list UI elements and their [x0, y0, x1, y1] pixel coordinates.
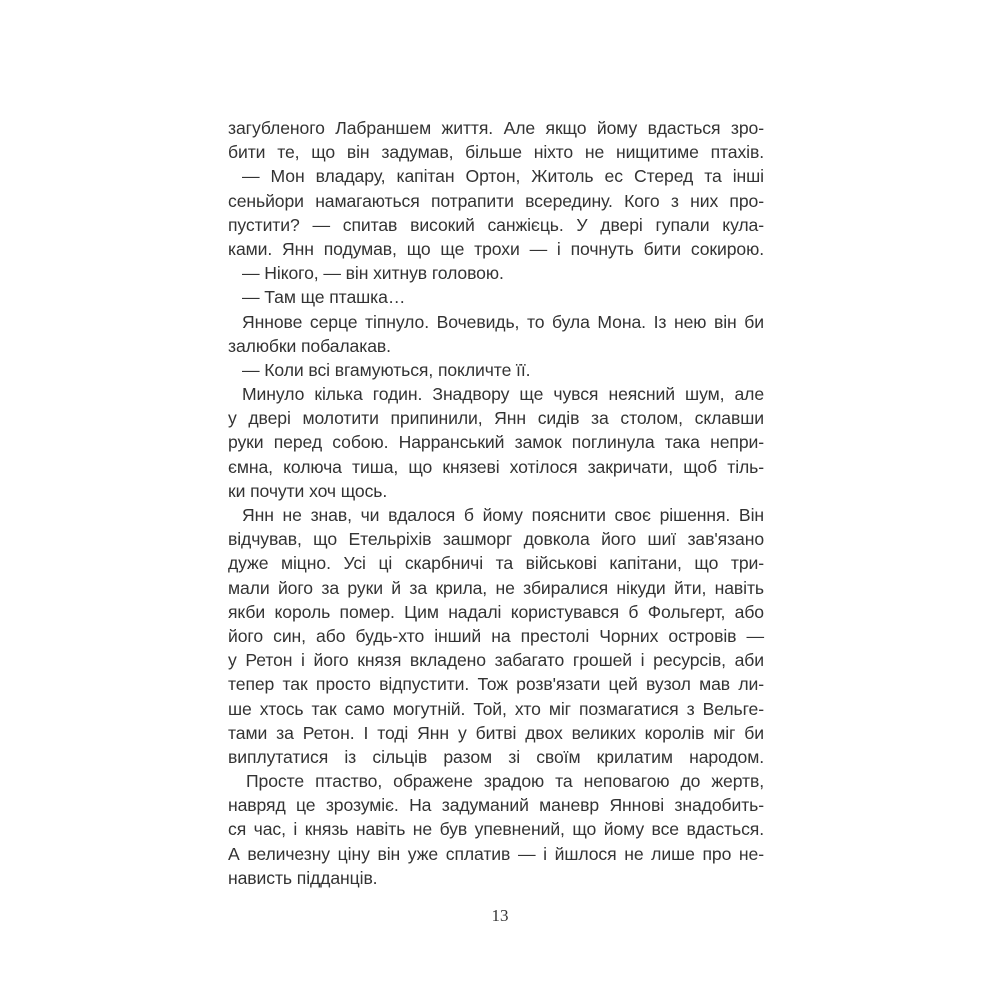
text-line: навряд це зрозуміє. На задуманий маневр Яннові знадобить- — [228, 795, 764, 816]
text-line: бити те, що він задумав, більше ніхто не нищитиме птахів. — [228, 142, 764, 163]
text-line: — Мон владару, капітан Ортон, Житоль ес Стеред та інші — [242, 166, 764, 187]
text-line: відчував, що Етельріхів зашморг довкола його шиї зав'язано — [228, 529, 764, 550]
text-line: загубленого Лабраншем життя. Але якщо йому вдасться зро- — [228, 118, 764, 138]
text-line: — Там ще пташка… — [242, 287, 406, 308]
text-line: нависть підданців. — [228, 867, 378, 888]
text-line: руки перед собою. Нарранський замок поглинула така непри- — [228, 432, 764, 453]
text-line: Просте птаство, ображене зрадою та неповагою до жертв, — [246, 771, 764, 792]
body-text — [228, 116, 764, 890]
text-line: дуже міцно. Усі ці скарбничі та військові капітани, що три- — [228, 553, 764, 574]
text-line: ками. Янн подумав, що ще трохи — і почнуть бити сокирою. — [228, 238, 764, 259]
text-line: виплутатися із сільців разом зі своїм крилатим народом. — [228, 746, 764, 767]
text-line: Янн не знав, чи вдалося б йому пояснити своє рішення. Він — [242, 505, 764, 525]
text-line: його син, або будь-хто інший на престолі Чорних островів — — [228, 625, 764, 646]
text-line: — Нікого, — він хитнув головою. — [242, 263, 504, 284]
text-line: ки почути хоч щось. — [228, 480, 388, 501]
text-line: Минуло кілька годин. Знадвору ще чувся неясний шум, але — [242, 384, 764, 405]
text-line: мали його за руки й за крила, не збиралися нікуди йти, навіть — [228, 577, 764, 598]
text-line: — Коли всі вгамуються, покличте її. — [242, 359, 531, 380]
text-line: ся час, і князь навіть не був упевнений, що йому все вдасться. — [228, 819, 764, 840]
text-line: у двері молотити припинили, Янн сидів за столом, склавши — [228, 408, 764, 429]
text-line: тами за Ретон. І тоді Янн у битві двох великих королів міг би — [228, 722, 764, 743]
text-line: сеньйори намагаються потрапити всередину. Кого з них про- — [228, 190, 764, 211]
text-line: Яннове серце тіпнуло. Вочевидь, то була Мона. Із нею він би — [242, 311, 764, 332]
text-line: залюбки побалакав. — [228, 335, 391, 356]
text-line: ємна, колюча тиша, що князеві хотілося закричати, щоб тіль- — [228, 456, 764, 477]
text-line: якби король помер. Цим надалі користувався б Фольгерт, або — [228, 601, 764, 622]
text-line: у Ретон і його князя вкладено забагато грошей і ресурсів, аби — [228, 650, 764, 671]
page-number: 13 — [491, 906, 509, 925]
text-line: тепер так просто відпустити. Тож розв'язати цей вузол мав ли- — [228, 674, 764, 695]
text-line: пустити? — спитав високий санжієць. У двері гупали кула- — [228, 214, 764, 235]
text-line: ше хтось так само могутній. Той, хто міг позмагатися з Вельге- — [228, 698, 764, 719]
text-line: А величезну ціну він уже сплатив — і йшлося не лише про не- — [228, 843, 764, 864]
